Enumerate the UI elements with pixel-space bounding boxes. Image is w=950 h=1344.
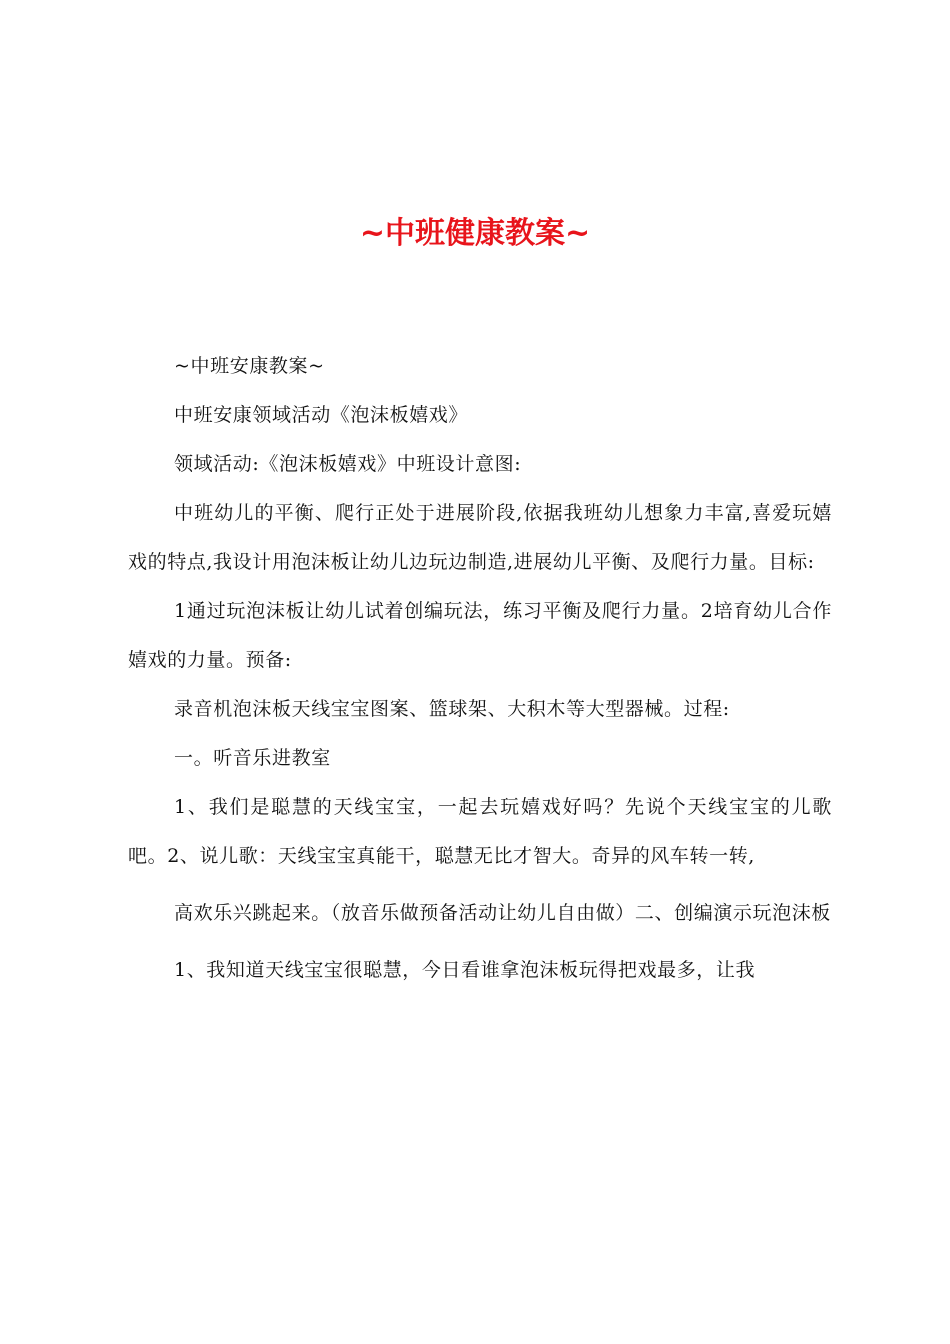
paragraph-design-intent-label: 领域活动:《泡沫板嬉戏》中班设计意图: [174, 453, 522, 475]
paragraph-heading: ~中班安康教案~ [174, 355, 325, 377]
paragraph-goals: 1通过玩泡沫板让幼儿试着创编玩法，练习平衡及爬行力量。2培育幼儿合作嬉戏的力量。预备: [128, 600, 832, 671]
document-body [128, 342, 832, 995]
paragraph-design-intent: 中班幼儿的平衡、爬行正处于进展阶段,依据我班幼儿想象力丰富,喜爱玩嬉戏的特点,我设计用泡沫板让幼儿边玩边制造,进展幼儿平衡、及爬行力量。目标: [128, 502, 832, 573]
paragraph-step-one: 一。听音乐进教室 [174, 747, 331, 769]
paragraph-materials: 录音机泡沫板天线宝宝图案、篮球架、大积木等大型器械。过程: [174, 698, 730, 720]
paragraph-step-two: 高欢乐兴跳起来。（放音乐做预备活动让幼儿自由做）二、创编演示玩泡沫板 [174, 902, 831, 924]
paragraph-step-two-detail: 1、我知道天线宝宝很聪慧，今日看谁拿泡沫板玩得把戏最多，让我 [174, 959, 756, 981]
paragraph-activity-name: 中班安康领域活动《泡沫板嬉戏》 [174, 404, 469, 426]
paragraph-step-one-detail: 1、我们是聪慧的天线宝宝，一起去玩嬉戏好吗？先说个天线宝宝的儿歌吧。2、说儿歌：天线宝宝真能干，聪慧无比才智大。奇异的风车转一转, [128, 796, 832, 867]
document-title: ~中班健康教案~ [359, 216, 591, 251]
